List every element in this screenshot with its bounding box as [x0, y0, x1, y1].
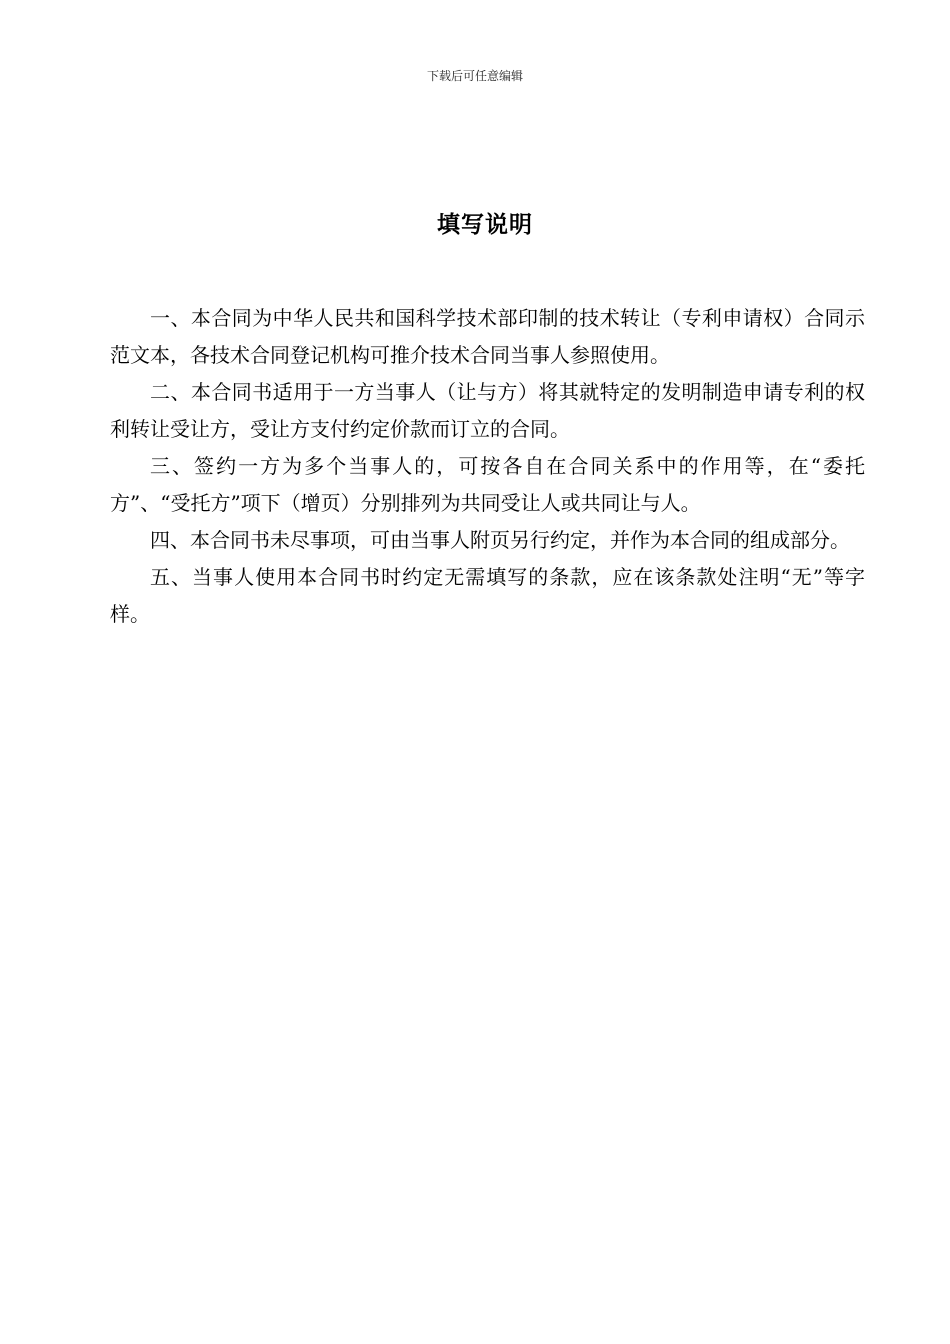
header-note: 下载后可任意编辑 — [426, 69, 523, 83]
instruction-paragraph-5: 五、当事人使用本合同书时约定无需填写的条款，应在该条款处注明“无”等字样。 — [110, 565, 865, 626]
instruction-paragraph-2: 二、本合同书适用于一方当事人（让与方）将其就特定的发明制造申请专利的权利转让受让方，受让方支付约定价款而订立的合同。 — [110, 380, 865, 441]
page-title: 填写说明 — [437, 211, 533, 238]
instructions-body — [110, 300, 865, 633]
instruction-paragraph-1: 一、本合同为中华人民共和国科学技术部印制的技术转让（专利申请权）合同示范文本，各技术合同登记机构可推介技术合同当事人参照使用。 — [110, 306, 865, 367]
instruction-paragraph-3: 三、签约一方为多个当事人的，可按各自在合同关系中的作用等，在“委托方”、“受托方”项下（增页）分别排列为共同受让人或共同让与人。 — [110, 454, 865, 515]
instruction-paragraph-4: 四、本合同书未尽事项，可由当事人附页另行约定，并作为本合同的组成部分。 — [150, 528, 850, 552]
